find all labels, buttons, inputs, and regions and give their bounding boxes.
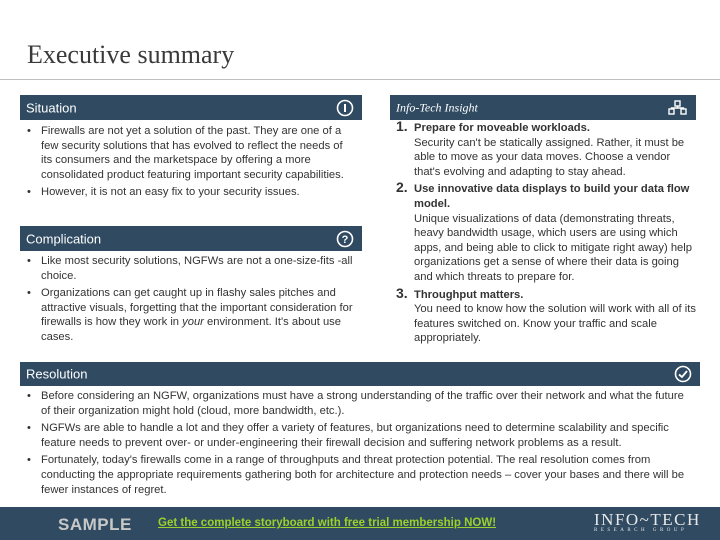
situation-label: Situation [26, 100, 77, 115]
info-icon [336, 99, 354, 117]
insight-number: 1. [396, 118, 408, 134]
complication-header [20, 226, 362, 251]
insight-heading: Throughput matters. [414, 288, 524, 301]
insight-body: You need to know how the solution will work with all of its features switched on. Know your traffic and scale appropriately. [414, 303, 696, 345]
title-divider [0, 79, 720, 80]
sample-label: SAMPLE [58, 515, 132, 534]
list-item [27, 286, 355, 344]
info-tech-logo [594, 510, 701, 533]
list-item: • Like most security solutions, NGFWs are not a one-size-fits -all choice. [27, 254, 355, 283]
network-icon [668, 100, 688, 116]
list-item: • Fortunately, today's firewalls come in a range of throughputs and threat protection potential. The real resolution comes from conducting the appropriate requirements gathering both for architecture and protection needs – cover your bases and there will be fewer instances of regret. [27, 453, 695, 497]
insight-label: Info-Tech Insight [396, 100, 478, 114]
insight-body: Security can't be statically assigned. Rather, it must be able to move as your data moves. Choose a vendor that's evolving and adapting to stay ahead. [414, 136, 685, 178]
list-item: • Before considering an NGFW, organizations must have a strong understanding of the traffic over their network and what the future of their organization might hold (cloud, more bandwidth, etc.). [27, 389, 695, 418]
list-item-text: Organizations can get caught up in flashy sales pitches and attractive visuals, forgetting that the important consideration for firewalls is how they work in [41, 287, 353, 329]
insight-heading: Use innovative data displays to build your data flow model. [414, 183, 690, 210]
insight-header [390, 95, 696, 120]
list-item: • NGFWs are able to handle a lot and they offer a variety of features, but organizations need to determine scalability and specific feature needs to prevent over- or under-engineering their firewall decision and suffering network problems as a result. [27, 421, 695, 450]
insight-body: Unique visualizations of data (demonstrating threats, heavy bandwidth usage, which users are using which apps, and being able to click to mitigate right away) help organizations get a sense of where their data is going and which threats to prepare for. [414, 212, 692, 283]
page-title: Executive summary [27, 40, 235, 69]
check-circle-icon [674, 365, 692, 383]
insight-list [396, 118, 696, 349]
insight-item [396, 118, 696, 179]
insight-heading: Prepare for moveable workloads. [414, 122, 590, 134]
svg-text:?: ? [341, 233, 349, 246]
insight-number: 2. [396, 179, 408, 196]
list-item-text: environment. It's about use cases. [41, 316, 341, 343]
situation-header [20, 95, 362, 120]
logo-text: INFO~TECH [594, 510, 701, 529]
resolution-bullets [27, 389, 695, 506]
logo-subtext: RESEARCH GROUP [594, 528, 688, 533]
situation-bullets [27, 124, 355, 203]
complication-bullets [27, 254, 355, 348]
resolution-header [20, 362, 700, 386]
complication-label: Complication [26, 231, 102, 246]
insight-item [396, 179, 696, 284]
question-icon [336, 230, 354, 248]
list-item: • Firewalls are not yet a solution of the past. They are one of a few security solutions that has evolved to reflect the needs of its consumers and the marketspace by offering a more consolidated product featuring important security capabilities. [27, 124, 355, 182]
trial-link[interactable]: Get the complete storyboard with free trial membership NOW! [158, 517, 497, 529]
list-item: • However, it is not an easy fix to your security issues. [27, 185, 355, 200]
insight-number: 3. [396, 284, 408, 301]
insight-item [396, 284, 696, 346]
resolution-label: Resolution [26, 366, 88, 382]
emphasis-text: your [182, 316, 204, 329]
